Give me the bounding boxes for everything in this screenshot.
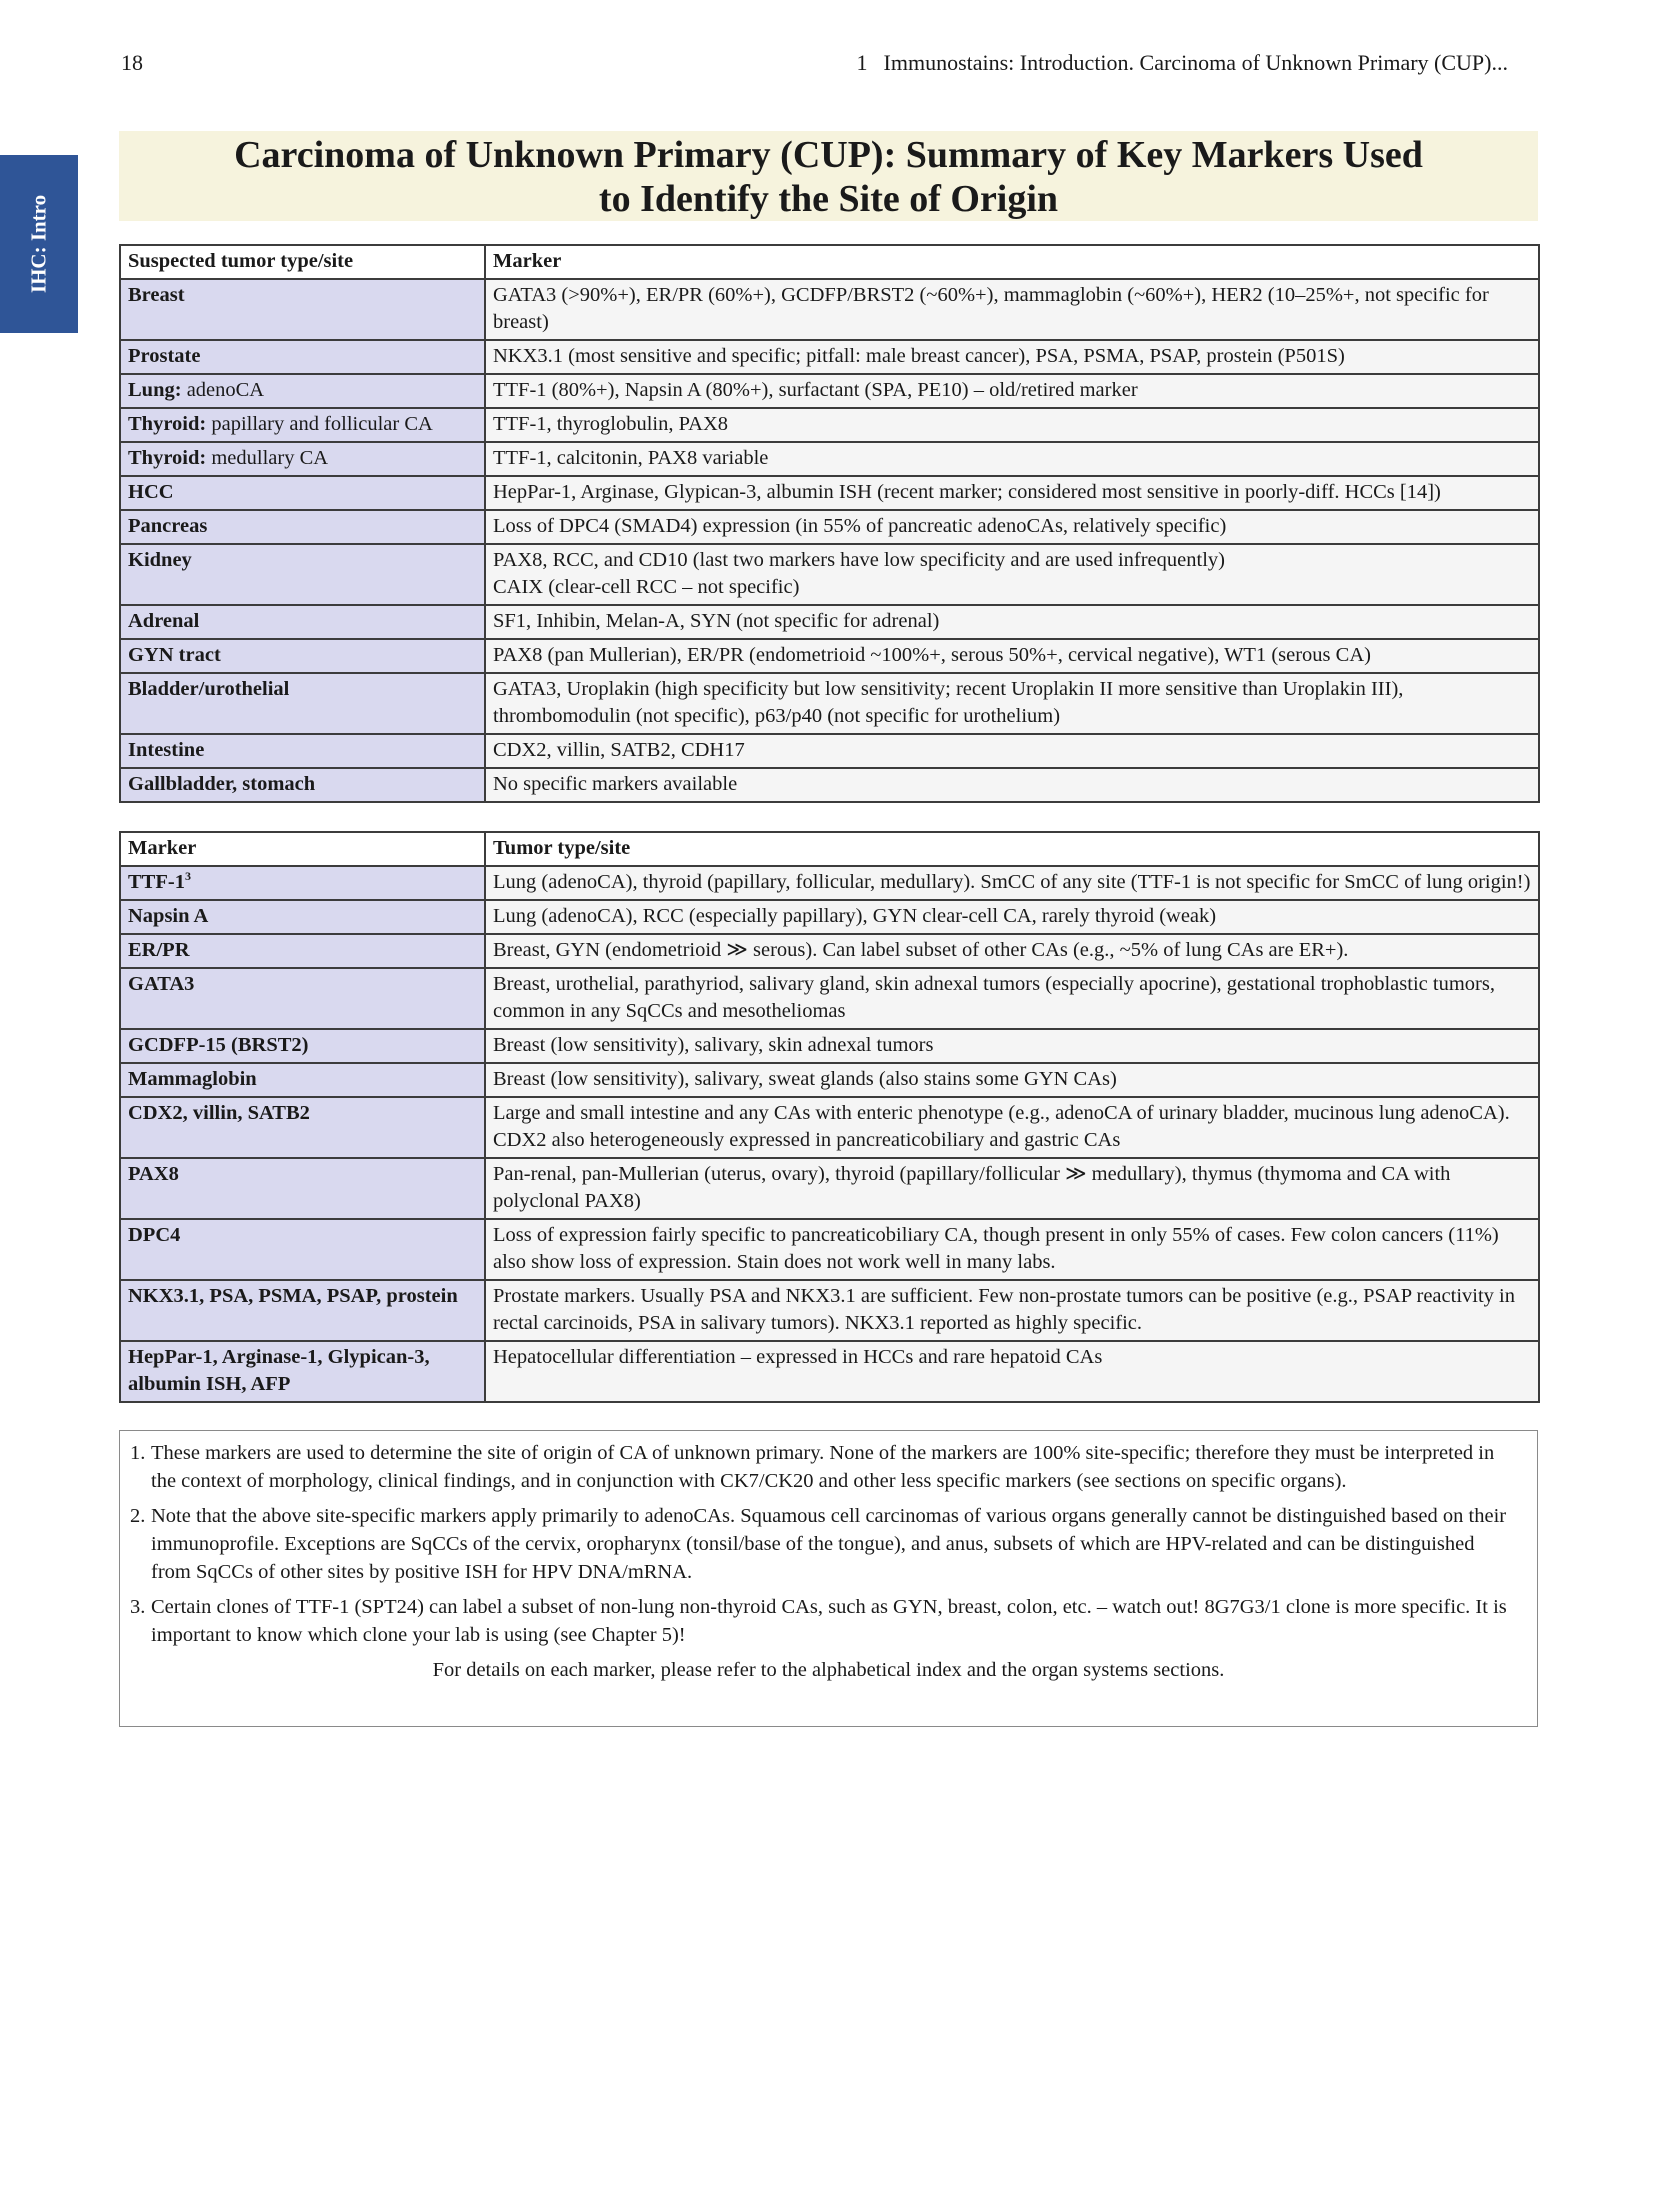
marker-cell xyxy=(485,639,1539,673)
marker-cell xyxy=(485,544,1539,605)
table-row xyxy=(120,1029,1539,1063)
site-cell: Loss of expression fairly specific to pancreaticobiliary CA, though present in only 55% of cases. Few colon cancers (11%) also show loss of expression. Stain does not work well in many labs. xyxy=(485,1219,1539,1280)
marker-name: NKX3.1, PSA, PSMA, PSAP, prostein xyxy=(128,1285,458,1307)
table-row xyxy=(120,510,1539,544)
table-row xyxy=(120,1158,1539,1219)
site-cell: Lung (adenoCA), RCC (especially papillary), GYN clear-cell CA, rarely thyroid (weak) xyxy=(485,900,1539,934)
marker-cell xyxy=(485,734,1539,768)
table-row xyxy=(120,866,1539,900)
title-line-1: Carcinoma of Unknown Primary (CUP): Summary of Key Markers Used xyxy=(234,134,1423,176)
marker-cell xyxy=(485,340,1539,374)
site-name: Pancreas xyxy=(128,515,208,537)
section-side-tab xyxy=(0,155,78,333)
column-header: Marker xyxy=(485,245,1539,279)
table-row xyxy=(120,374,1539,408)
site-name: Adrenal xyxy=(128,610,200,632)
table-row xyxy=(120,734,1539,768)
side-tab-label: IHC: Intro xyxy=(26,194,51,294)
marker-name: Mammaglobin xyxy=(128,1068,257,1090)
marker-text: SF1, Inhibin, Melan-A, SYN (not specific for adrenal) xyxy=(493,610,940,632)
site-cell xyxy=(120,734,485,768)
footnote-number: 2. xyxy=(130,1505,146,1527)
marker-to-site-table xyxy=(119,831,1540,1403)
table-row xyxy=(120,476,1539,510)
column-header: Tumor type/site xyxy=(485,832,1539,866)
site-cell xyxy=(120,374,485,408)
marker-cell xyxy=(120,866,485,900)
site-cell: Lung (adenoCA), thyroid (papillary, follicular, medullary). SmCC of any site (TTF-1 is not specific for SmCC of lung origin!) xyxy=(485,866,1539,900)
footnote xyxy=(130,1439,1507,1495)
footnote xyxy=(130,1593,1507,1649)
marker-cell xyxy=(120,1158,485,1219)
site-cell xyxy=(120,442,485,476)
site-to-marker-table xyxy=(119,244,1540,803)
marker-cell xyxy=(485,768,1539,802)
table-row xyxy=(120,1097,1539,1158)
marker-name: CDX2, villin, SATB2 xyxy=(128,1102,310,1124)
site-cell: Breast (low sensitivity), salivary, sweat glands (also stains some GYN CAs) xyxy=(485,1063,1539,1097)
site-cell xyxy=(120,408,485,442)
marker-name: GCDFP-15 (BRST2) xyxy=(128,1034,309,1056)
marker-name: DPC4 xyxy=(128,1224,181,1246)
marker-text: PAX8, RCC, and CD10 (last two markers have low specificity and are used infrequently) xyxy=(493,549,1225,571)
marker-cell xyxy=(120,1097,485,1158)
site-cell: Breast, GYN (endometrioid ≫ serous). Can label subset of other CAs (e.g., ~5% of lung CAs are ER+). xyxy=(485,934,1539,968)
marker-cell xyxy=(485,279,1539,340)
page-title xyxy=(119,131,1538,221)
marker-text: CDX2, villin, SATB2, CDH17 xyxy=(493,739,745,761)
site-name: Intestine xyxy=(128,739,205,761)
title-line-2: to Identify the Site of Origin xyxy=(598,178,1059,220)
table-row xyxy=(120,1341,1539,1402)
marker-cell xyxy=(120,1063,485,1097)
footnote-number: 1. xyxy=(130,1442,146,1464)
site-cell: Large and small intestine and any CAs with enteric phenotype (e.g., adenoCA of urinary bladder, mucinous lung adenoCA). CDX2 also heterogeneously expressed in pancreaticobiliary and gastric CAs xyxy=(485,1097,1539,1158)
marker-name: PAX8 xyxy=(128,1163,179,1185)
table-row xyxy=(120,408,1539,442)
marker-cell xyxy=(120,1029,485,1063)
site-name: HCC xyxy=(128,481,174,503)
site-cell xyxy=(120,544,485,605)
column-header: Suspected tumor type/site xyxy=(120,245,485,279)
site-cell xyxy=(120,340,485,374)
marker-cell xyxy=(485,374,1539,408)
marker-name: GATA3 xyxy=(128,973,195,995)
marker-text: CAIX (clear-cell RCC – not specific) xyxy=(493,576,800,598)
marker-text: TTF-1, calcitonin, PAX8 variable xyxy=(493,447,769,469)
footnote-number: 3. xyxy=(130,1596,146,1618)
footnote-text: These markers are used to determine the site of origin of CA of unknown primary. None of the markers are 100% site-specific; therefore they must be interpreted in the context of morphology, clinical findings, and in conjunction with CK7/CK20 and other less specific markers (see sections on specific organs). xyxy=(151,1442,1495,1492)
table-row xyxy=(120,1219,1539,1280)
marker-text: NKX3.1 (most sensitive and specific; pitfall: male breast cancer), PSA, PSMA, PSAP, prostein (P501S) xyxy=(493,345,1345,367)
marker-text: TTF-1 (80%+), Napsin A (80%+), surfactant (SPA, PE10) – old/retired marker xyxy=(493,379,1138,401)
column-header: Marker xyxy=(120,832,485,866)
title-banner xyxy=(119,131,1538,221)
marker-text: PAX8 (pan Mullerian), ER/PR (endometrioid ~100%+, serous 50%+, cervical negative), WT1 (serous CA) xyxy=(493,644,1371,666)
site-name: Prostate xyxy=(128,345,201,367)
table-row xyxy=(120,934,1539,968)
site-cell xyxy=(120,605,485,639)
site-name: Bladder/urothelial xyxy=(128,678,290,700)
site-detail: medullary CA xyxy=(206,447,329,469)
table-row xyxy=(120,900,1539,934)
marker-cell xyxy=(485,442,1539,476)
site-name: Gallbladder, stomach xyxy=(128,773,316,795)
marker-text: GATA3 (>90%+), ER/PR (60%+), GCDFP/BRST2 (~60%+), mammaglobin (~60%+), HER2 (10–25%+, not specific for breast) xyxy=(493,284,1489,333)
marker-cell xyxy=(485,476,1539,510)
site-name: Thyroid: xyxy=(128,447,207,469)
marker-text: HepPar-1, Arginase, Glypican-3, albumin ISH (recent marker; considered most sensitive in poorly-diff. HCCs [14]) xyxy=(493,481,1441,503)
page-number: 18 xyxy=(121,50,143,75)
marker-cell xyxy=(120,1219,485,1280)
table-row xyxy=(120,639,1539,673)
footnote-text: Note that the above site-specific markers apply primarily to adenoCAs. Squamous cell carcinomas of various organs generally cannot be distinguished based on their immunoprofile. Exceptions are SqCCs of the cervix, oropharynx (tonsil/base of the tongue), and anus, subsets of which are HPV-related and can be distinguished from SqCCs of other sites by positive ISH for HPV DNA/mRNA. xyxy=(151,1505,1507,1583)
marker-name: Napsin A xyxy=(128,905,209,927)
marker-cell xyxy=(120,1280,485,1341)
marker-cell xyxy=(485,510,1539,544)
site-name: Breast xyxy=(128,284,185,306)
site-name: GYN tract xyxy=(128,644,221,666)
site-cell: Hepatocellular differentiation – expressed in HCCs and rare hepatoid CAs xyxy=(485,1341,1539,1402)
table-row xyxy=(120,968,1539,1029)
marker-cell xyxy=(485,605,1539,639)
site-cell: Breast (low sensitivity), salivary, skin adnexal tumors xyxy=(485,1029,1539,1063)
marker-cell xyxy=(485,673,1539,734)
site-name: Kidney xyxy=(128,549,192,571)
table-row xyxy=(120,442,1539,476)
site-cell: Pan-renal, pan-Mullerian (uterus, ovary), thyroid (papillary/follicular ≫ medullary), thymus (thymoma and CA with polyclonal PAX8) xyxy=(485,1158,1539,1219)
site-detail: adenoCA xyxy=(181,379,265,401)
table-row xyxy=(120,768,1539,802)
chapter-title: Immunostains: Introduction. Carcinoma of Unknown Primary (CUP)... xyxy=(883,50,1508,75)
site-cell xyxy=(120,639,485,673)
marker-text: TTF-1, thyroglobulin, PAX8 xyxy=(493,413,729,435)
marker-cell xyxy=(120,900,485,934)
table-row xyxy=(120,340,1539,374)
site-cell xyxy=(120,768,485,802)
site-cell xyxy=(120,510,485,544)
marker-cell xyxy=(485,408,1539,442)
marker-cell xyxy=(120,934,485,968)
marker-text: Loss of DPC4 (SMAD4) expression (in 55% of pancreatic adenoCAs, relatively specific) xyxy=(493,515,1227,537)
running-head xyxy=(857,50,1508,76)
site-cell: Breast, urothelial, parathyriod, salivary gland, skin adnexal tumors (especially apocrine), gestational trophoblastic tumors, common in any SqCCs and mesotheliomas xyxy=(485,968,1539,1029)
site-cell: Prostate markers. Usually PSA and NKX3.1 are sufficient. Few non-prostate tumors can be positive (e.g., PSAP reactivity in rectal carcinoids, PSA in salivary tumors). NKX3.1 reported as highly specific. xyxy=(485,1280,1539,1341)
site-name: Lung: xyxy=(128,379,182,401)
chapter-number: 1 xyxy=(856,50,868,75)
table-row xyxy=(120,673,1539,734)
marker-text: GATA3, Uroplakin (high specificity but low sensitivity; recent Uroplakin II more sensitive than Uroplakin III), thrombomodulin (not specific), p63/p40 (not specific for urothelium) xyxy=(493,678,1404,727)
table-header-row xyxy=(120,245,1539,279)
table-row xyxy=(120,279,1539,340)
table-row xyxy=(120,605,1539,639)
table-row xyxy=(120,544,1539,605)
marker-name: ER/PR xyxy=(128,939,190,961)
footnotes-box xyxy=(119,1430,1538,1727)
marker-name: TTF-1 xyxy=(128,871,185,893)
site-cell xyxy=(120,279,485,340)
marker-cell xyxy=(120,968,485,1029)
footnote xyxy=(130,1502,1507,1586)
marker-text: No specific markers available xyxy=(493,773,738,795)
footnote-ref: 3 xyxy=(184,869,191,884)
site-cell xyxy=(120,476,485,510)
table-row xyxy=(120,1280,1539,1341)
site-cell xyxy=(120,673,485,734)
footnote-text: Certain clones of TTF-1 (SPT24) can label a subset of non-lung non-thyroid CAs, such as GYN, breast, colon, etc. – watch out! 8G7G3/1 clone is more specific. It is important to know which clone your lab is using (see Chapter 5)! xyxy=(151,1596,1507,1646)
table-header-row xyxy=(120,832,1539,866)
table-row xyxy=(120,1063,1539,1097)
site-detail: papillary and follicular CA xyxy=(206,413,433,435)
site-name: Thyroid: xyxy=(128,413,207,435)
marker-name: HepPar-1, Arginase-1, Glypican-3, albumin ISH, AFP xyxy=(128,1346,430,1395)
footer-note: For details on each marker, please refer to the alphabetical index and the organ systems sections. xyxy=(432,1659,1225,1681)
marker-cell xyxy=(120,1341,485,1402)
